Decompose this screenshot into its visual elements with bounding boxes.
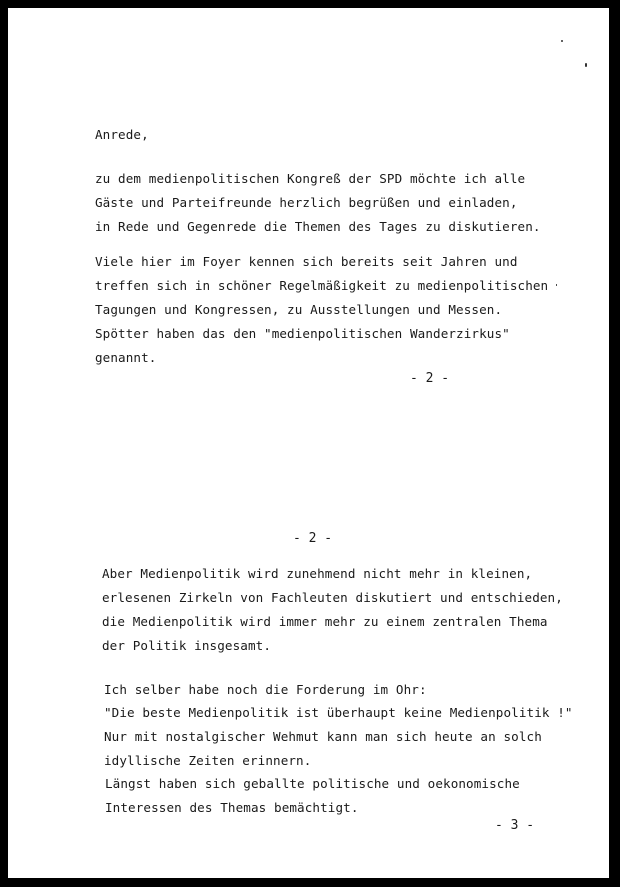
page-number: - 2 -	[293, 531, 333, 546]
paragraph-line: Spötter haben das den "medienpolitischen Wanderzirkus"	[95, 326, 510, 341]
next-page-marker: - 3 -	[495, 818, 535, 833]
document-page	[8, 8, 609, 878]
paragraph-line: "Die beste Medienpolitik ist überhaupt keine Medienpolitik !"	[104, 705, 573, 720]
paragraph-line: Längst haben sich geballte politische und oekonomische	[105, 776, 520, 791]
paragraph-line: treffen sich in schöner Regelmäßigkeit zu medienpolitischen	[95, 278, 549, 293]
paragraph-line: erlesenen Zirkeln von Fachleuten diskutiert und entschieden,	[102, 590, 563, 605]
paragraph-line: Gäste und Parteifreunde herzlich begrüßen und einladen,	[95, 195, 518, 210]
scan-speck	[585, 63, 587, 67]
paragraph-line: genannt.	[95, 350, 157, 365]
paragraph-line: Interessen des Themas bemächtigt.	[105, 800, 359, 815]
salutation: Anrede,	[95, 127, 149, 142]
paragraph-line: Nur mit nostalgischer Wehmut kann man sich heute an solch	[104, 729, 542, 744]
scan-speck	[556, 284, 557, 286]
paragraph-line: zu dem medienpolitischen Kongreß der SPD möchte ich alle	[95, 171, 526, 186]
paragraph-line: Tagungen und Kongressen, zu Ausstellungen und Messen.	[95, 302, 503, 317]
paragraph-line: der Politik insgesamt.	[102, 638, 272, 653]
paragraph-line: Viele hier im Foyer kennen sich bereits seit Jahren und	[95, 254, 518, 269]
paragraph-line: Aber Medienpolitik wird zunehmend nicht mehr in kleinen,	[102, 566, 533, 581]
paragraph-line: idyllische Zeiten erinnern.	[104, 753, 312, 768]
scan-speck	[561, 40, 563, 42]
paragraph-line: in Rede und Gegenrede die Themen des Tages zu diskutieren.	[95, 219, 541, 234]
paragraph-line: Ich selber habe noch die Forderung im Ohr:	[104, 682, 427, 697]
next-page-marker: - 2 -	[410, 371, 450, 386]
paragraph-line: die Medienpolitik wird immer mehr zu einem zentralen Thema	[102, 614, 548, 629]
